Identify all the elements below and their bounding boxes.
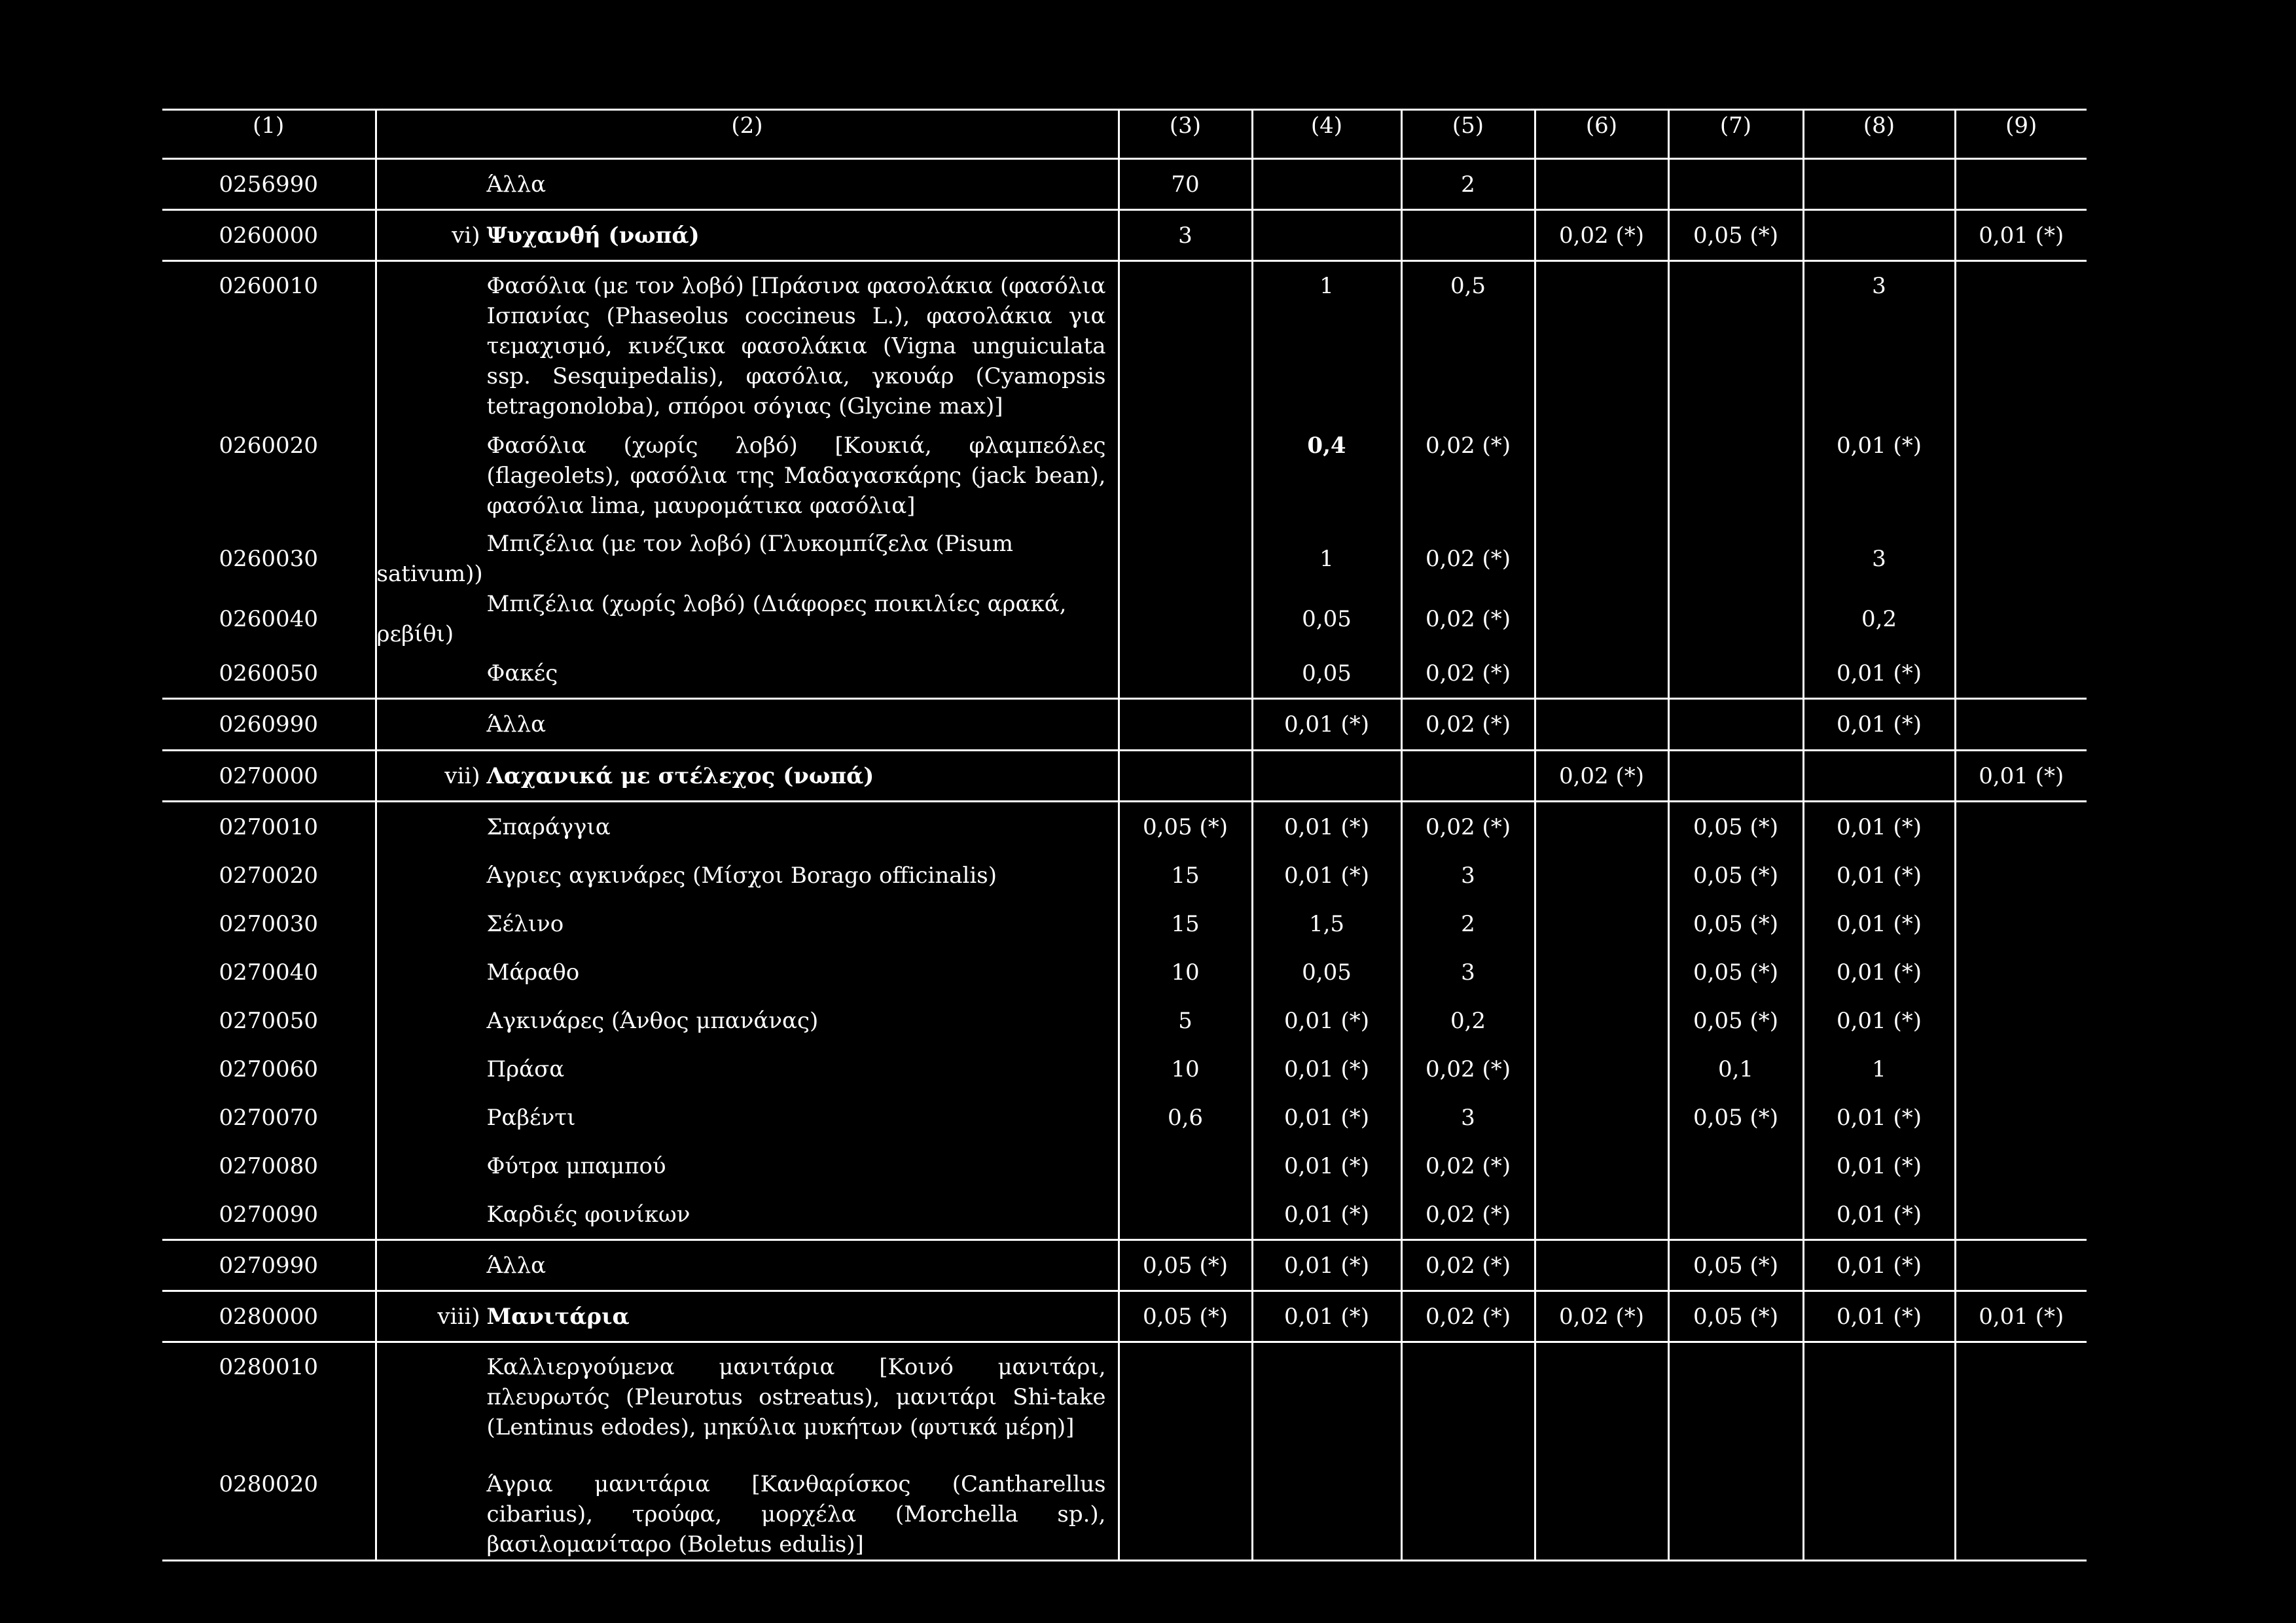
value-cell-5: 0,02 (*) (1401, 1190, 1535, 1240)
description-text: Άλλα (486, 1252, 547, 1279)
value-cell-4: 0,01 (*) (1252, 1094, 1401, 1142)
group-label: vi) (452, 222, 480, 249)
value-cell-7 (1668, 421, 1803, 529)
value-cell-7 (1668, 1190, 1803, 1240)
value-cell-3: 5 (1119, 997, 1252, 1045)
value-cell-8 (1803, 1460, 1955, 1561)
value-cell-9 (1955, 159, 2087, 210)
description-cell (376, 1240, 1119, 1291)
value-cell-8: 0,01 (*) (1803, 948, 1955, 997)
value-cell-7 (1668, 1342, 1803, 1461)
value-cell-5: 0,02 (*) (1401, 589, 1535, 649)
value-cell-6 (1535, 1142, 1668, 1190)
value-cell-7: 0,05 (*) (1668, 1240, 1803, 1291)
value-cell-3: 0,05 (*) (1119, 1291, 1252, 1342)
value-cell-7: 0,05 (*) (1668, 1291, 1803, 1342)
value-cell-4: 0,01 (*) (1252, 699, 1401, 751)
description-text: Μπιζέλια (με τον λοβό) (Γλυκομπίζελα (Pisum sativum)) (376, 531, 1013, 587)
value-cell-4: 0,01 (*) (1252, 851, 1401, 900)
description-text: Καλλιεργούμενα μανιτάρια [Κοινό μανιτάρι, πλευρωτός (Pleurotus ostreatus), μανιτάρι Shi-take (Lentinus edodes), μηκύλια μυκήτων (φυτικά μέρη)] (486, 1354, 1106, 1440)
value-cell-9 (1955, 529, 2087, 589)
value-cell-3 (1119, 699, 1252, 751)
value-cell-4 (1252, 1460, 1401, 1561)
value-cell-6 (1535, 159, 1668, 210)
value-cell-3 (1119, 1460, 1252, 1561)
value-cell-7: 0,05 (*) (1668, 948, 1803, 997)
value-cell-4 (1252, 159, 1401, 210)
value-cell-6 (1535, 802, 1668, 852)
table-row (162, 1291, 2087, 1342)
value-cell-8: 0,01 (*) (1803, 421, 1955, 529)
table-row (162, 1342, 2087, 1461)
value-cell-9: 0,01 (*) (1955, 751, 2087, 802)
value-cell-9 (1955, 948, 2087, 997)
value-cell-5: 2 (1401, 159, 1535, 210)
value-cell-8: 0,01 (*) (1803, 802, 1955, 852)
value-cell-6 (1535, 997, 1668, 1045)
description-cell (376, 948, 1119, 997)
code-cell: 0270990 (162, 1240, 376, 1291)
value-cell-3 (1119, 1342, 1252, 1461)
value-cell-6 (1535, 649, 1668, 699)
description-cell (376, 1142, 1119, 1190)
description-text: Ραβέντι (486, 1105, 576, 1131)
value-cell-4 (1252, 1342, 1401, 1461)
value-cell-9 (1955, 802, 2087, 852)
value-cell-6 (1535, 699, 1668, 751)
value-cell-8: 0,01 (*) (1803, 1094, 1955, 1142)
value-cell-3: 15 (1119, 900, 1252, 948)
value-cell-6 (1535, 421, 1668, 529)
value-cell-7 (1668, 751, 1803, 802)
value-cell-7: 0,05 (*) (1668, 997, 1803, 1045)
value-cell-5: 0,02 (*) (1401, 421, 1535, 529)
value-cell-6 (1535, 1045, 1668, 1094)
value-cell-7 (1668, 699, 1803, 751)
value-cell-6 (1535, 948, 1668, 997)
value-cell-6 (1535, 1094, 1668, 1142)
value-cell-6 (1535, 851, 1668, 900)
description-text: Φασόλια (με τον λοβό) [Πράσινα φασολάκια (φασόλια Ισπανίας (Phaseolus coccineus L.), φασολάκια για τεμαχισμό, κινέζικα φασολάκια (Vigna unguiculata ssp. Sesquipedalis), φασόλια, γκουάρ (Cyamopsis tetragonoloba), σπόροι σόγιας (Glycine max)] (486, 273, 1106, 419)
code-cell: 0280020 (162, 1460, 376, 1561)
column-header: (7) (1668, 110, 1803, 159)
table-row (162, 261, 2087, 422)
code-cell: 0280010 (162, 1342, 376, 1461)
table-row (162, 649, 2087, 699)
description-text: Σέλινο (486, 911, 564, 937)
column-header: (5) (1401, 110, 1535, 159)
value-cell-6 (1535, 529, 1668, 589)
value-cell-8: 3 (1803, 529, 1955, 589)
value-cell-9 (1955, 421, 2087, 529)
value-cell-5: 0,02 (*) (1401, 1240, 1535, 1291)
description-cell (376, 1342, 1119, 1461)
value-cell-9 (1955, 261, 2087, 422)
value-cell-9 (1955, 1190, 2087, 1240)
description-cell (376, 529, 1119, 589)
code-cell: 0270090 (162, 1190, 376, 1240)
value-cell-9: 0,01 (*) (1955, 1291, 2087, 1342)
value-cell-9 (1955, 1142, 2087, 1190)
value-cell-8: 0,01 (*) (1803, 997, 1955, 1045)
code-cell: 0260000 (162, 210, 376, 261)
code-cell: 0260990 (162, 699, 376, 751)
description-text: Αγκινάρες (Άνθος μπανάνας) (486, 1008, 819, 1034)
table-row (162, 210, 2087, 261)
value-cell-4: 0,05 (1252, 649, 1401, 699)
table-row (162, 802, 2087, 852)
column-header: (3) (1119, 110, 1252, 159)
value-cell-4: 0,01 (*) (1252, 1142, 1401, 1190)
description-text: Άγριες αγκινάρες (Μίσχοι Borago officinalis) (486, 863, 997, 889)
value-cell-3: 10 (1119, 1045, 1252, 1094)
description-cell (376, 421, 1119, 529)
value-cell-5: 0,2 (1401, 997, 1535, 1045)
value-cell-8: 0,01 (*) (1803, 1291, 1955, 1342)
code-cell: 0270000 (162, 751, 376, 802)
value-cell-5: 0,02 (*) (1401, 529, 1535, 589)
value-cell-6: 0,02 (*) (1535, 1291, 1668, 1342)
value-cell-7 (1668, 159, 1803, 210)
group-label: vii) (444, 762, 480, 789)
value-cell-5 (1401, 751, 1535, 802)
table-row (162, 948, 2087, 997)
table-row (162, 1190, 2087, 1240)
description-text: Καρδιές φοινίκων (486, 1202, 691, 1228)
code-cell: 0270040 (162, 948, 376, 997)
description-text: Σπαράγγια (486, 813, 611, 840)
value-cell-7 (1668, 529, 1803, 589)
description-text: Πράσα (486, 1056, 565, 1082)
value-cell-3 (1119, 751, 1252, 802)
code-cell: 0260030 (162, 529, 376, 589)
value-cell-4: 1 (1252, 529, 1401, 589)
value-cell-8 (1803, 210, 1955, 261)
value-cell-4 (1252, 751, 1401, 802)
table-row (162, 1460, 2087, 1561)
table-row (162, 159, 2087, 210)
value-cell-9 (1955, 589, 2087, 649)
value-cell-5: 3 (1401, 1094, 1535, 1142)
code-cell: 0270020 (162, 851, 376, 900)
code-cell: 0270030 (162, 900, 376, 948)
code-cell: 0260010 (162, 261, 376, 422)
code-cell: 0280000 (162, 1291, 376, 1342)
value-cell-5: 0,02 (*) (1401, 1142, 1535, 1190)
description-text: Μπιζέλια (χωρίς λοβό) (Διάφορες ποικιλίες αρακά, ρεβίθι) (376, 591, 1067, 647)
description-cell (376, 589, 1119, 649)
table-body (162, 159, 2087, 1561)
value-cell-3 (1119, 649, 1252, 699)
value-cell-4: 0,05 (1252, 948, 1401, 997)
value-cell-4: 0,01 (*) (1252, 1240, 1401, 1291)
table-row (162, 997, 2087, 1045)
value-cell-6 (1535, 1460, 1668, 1561)
value-cell-8: 0,01 (*) (1803, 699, 1955, 751)
value-cell-4: 0,4 (1252, 421, 1401, 529)
value-cell-8: 0,01 (*) (1803, 1190, 1955, 1240)
value-cell-9 (1955, 900, 2087, 948)
description-text: Φύτρα μπαμπού (486, 1153, 666, 1179)
description-text: Άλλα (486, 171, 547, 198)
code-cell: 0260050 (162, 649, 376, 699)
description-cell (376, 802, 1119, 852)
value-cell-9 (1955, 699, 2087, 751)
column-header: (2) (376, 110, 1119, 159)
description-cell (376, 1045, 1119, 1094)
value-cell-8 (1803, 1342, 1955, 1461)
value-cell-9 (1955, 997, 2087, 1045)
value-cell-4 (1252, 210, 1401, 261)
value-cell-9 (1955, 851, 2087, 900)
value-cell-7: 0,05 (*) (1668, 802, 1803, 852)
value-cell-3: 0,05 (*) (1119, 1240, 1252, 1291)
value-cell-3: 0,05 (*) (1119, 802, 1252, 852)
value-cell-5 (1401, 1460, 1535, 1561)
description-cell (376, 1094, 1119, 1142)
value-cell-8: 0,01 (*) (1803, 1240, 1955, 1291)
value-cell-4: 0,01 (*) (1252, 1291, 1401, 1342)
value-cell-9 (1955, 1460, 2087, 1561)
value-cell-7: 0,05 (*) (1668, 900, 1803, 948)
value-cell-5: 0,5 (1401, 261, 1535, 422)
value-cell-9 (1955, 1045, 2087, 1094)
value-cell-6 (1535, 1342, 1668, 1461)
value-cell-8 (1803, 159, 1955, 210)
table-row (162, 699, 2087, 751)
value-cell-3 (1119, 529, 1252, 589)
table-row (162, 851, 2087, 900)
description-cell (376, 210, 1119, 261)
value-cell-3: 15 (1119, 851, 1252, 900)
value-cell-7: 0,05 (*) (1668, 210, 1803, 261)
column-header: (1) (162, 110, 376, 159)
value-cell-3 (1119, 261, 1252, 422)
value-cell-5: 3 (1401, 851, 1535, 900)
description-cell (376, 261, 1119, 422)
table-row (162, 421, 2087, 529)
table-header-row (162, 110, 2087, 159)
value-cell-6: 0,02 (*) (1535, 210, 1668, 261)
table-row (162, 1094, 2087, 1142)
value-cell-3 (1119, 1142, 1252, 1190)
code-cell: 0260020 (162, 421, 376, 529)
description-cell (376, 1460, 1119, 1561)
value-cell-5 (1401, 1342, 1535, 1461)
value-cell-3: 10 (1119, 948, 1252, 997)
table-row (162, 529, 2087, 589)
description-cell (376, 649, 1119, 699)
value-cell-3 (1119, 589, 1252, 649)
table-row (162, 900, 2087, 948)
value-cell-6: 0,02 (*) (1535, 751, 1668, 802)
value-cell-6 (1535, 900, 1668, 948)
description-text: Φασόλια (χωρίς λοβό) [Κουκιά, φλαμπεόλες (flageolets), φασόλια της Μαδαγασκάρης (jack bean), φασόλια lima, μαυρομάτικα φασόλια] (486, 433, 1106, 519)
value-cell-7 (1668, 1142, 1803, 1190)
description-text: Φακές (486, 660, 558, 687)
value-cell-7 (1668, 589, 1803, 649)
value-cell-6 (1535, 589, 1668, 649)
value-cell-6 (1535, 1240, 1668, 1291)
value-cell-8: 0,01 (*) (1803, 1142, 1955, 1190)
table-row (162, 1240, 2087, 1291)
value-cell-4: 1,5 (1252, 900, 1401, 948)
code-cell: 0270070 (162, 1094, 376, 1142)
value-cell-8: 1 (1803, 1045, 1955, 1094)
value-cell-5: 0,02 (*) (1401, 802, 1535, 852)
value-cell-5: 3 (1401, 948, 1535, 997)
code-cell: 0270080 (162, 1142, 376, 1190)
table-row (162, 1142, 2087, 1190)
value-cell-7: 0,1 (1668, 1045, 1803, 1094)
code-cell: 0260040 (162, 589, 376, 649)
value-cell-6 (1535, 261, 1668, 422)
value-cell-7 (1668, 261, 1803, 422)
group-label: viii) (437, 1303, 480, 1330)
value-cell-8: 0,01 (*) (1803, 851, 1955, 900)
description-text: Άλλα (486, 711, 547, 738)
description-cell (376, 1291, 1119, 1342)
value-cell-3 (1119, 421, 1252, 529)
code-cell: 0270050 (162, 997, 376, 1045)
value-cell-9 (1955, 1240, 2087, 1291)
description-cell (376, 900, 1119, 948)
value-cell-6 (1535, 1190, 1668, 1240)
description-text: Ψυχανθή (νωπά) (486, 222, 700, 249)
value-cell-7: 0,05 (*) (1668, 851, 1803, 900)
value-cell-3: 0,6 (1119, 1094, 1252, 1142)
column-header: (9) (1955, 110, 2087, 159)
value-cell-3: 3 (1119, 210, 1252, 261)
value-cell-5: 0,02 (*) (1401, 1045, 1535, 1094)
description-text: Άγρια μανιτάρια [Κανθαρίσκος (Cantharellus cibarius), τρούφα, μορχέλα (Morchella sp.), βασιλομανίταρο (Boletus edulis)] (486, 1471, 1106, 1558)
value-cell-5: 0,02 (*) (1401, 699, 1535, 751)
table-row (162, 1045, 2087, 1094)
column-header: (6) (1535, 110, 1668, 159)
value-cell-4: 1 (1252, 261, 1401, 422)
description-text: Μάραθο (486, 959, 580, 986)
description-text: Λαχανικά με στέλεχος (νωπά) (486, 762, 874, 789)
value-cell-5: 2 (1401, 900, 1535, 948)
code-cell: 0270010 (162, 802, 376, 852)
value-cell-8: 0,2 (1803, 589, 1955, 649)
value-cell-7: 0,05 (*) (1668, 1094, 1803, 1142)
value-cell-8: 0,01 (*) (1803, 900, 1955, 948)
value-cell-9 (1955, 649, 2087, 699)
description-cell (376, 751, 1119, 802)
description-text: Μανιτάρια (486, 1303, 630, 1330)
value-cell-7 (1668, 649, 1803, 699)
value-cell-4: 0,01 (*) (1252, 1045, 1401, 1094)
value-cell-9: 0,01 (*) (1955, 210, 2087, 261)
description-cell (376, 699, 1119, 751)
value-cell-3: 70 (1119, 159, 1252, 210)
value-cell-8 (1803, 751, 1955, 802)
table-row (162, 751, 2087, 802)
description-cell (376, 159, 1119, 210)
description-cell (376, 851, 1119, 900)
value-cell-9 (1955, 1094, 2087, 1142)
code-cell: 0256990 (162, 159, 376, 210)
value-cell-9 (1955, 1342, 2087, 1461)
value-cell-5: 0,02 (*) (1401, 1291, 1535, 1342)
value-cell-5 (1401, 210, 1535, 261)
value-cell-4: 0,01 (*) (1252, 1190, 1401, 1240)
value-cell-4: 0,01 (*) (1252, 802, 1401, 852)
value-cell-8: 0,01 (*) (1803, 649, 1955, 699)
value-cell-7 (1668, 1460, 1803, 1561)
value-cell-4: 0,01 (*) (1252, 997, 1401, 1045)
value-cell-5: 0,02 (*) (1401, 649, 1535, 699)
code-cell: 0270060 (162, 1045, 376, 1094)
description-cell (376, 1190, 1119, 1240)
column-header: (4) (1252, 110, 1401, 159)
column-header: (8) (1803, 110, 1955, 159)
value-cell-3 (1119, 1190, 1252, 1240)
mrl-table (162, 109, 2087, 1561)
value-cell-8: 3 (1803, 261, 1955, 422)
value-cell-4: 0,05 (1252, 589, 1401, 649)
description-cell (376, 997, 1119, 1045)
table-row (162, 589, 2087, 649)
